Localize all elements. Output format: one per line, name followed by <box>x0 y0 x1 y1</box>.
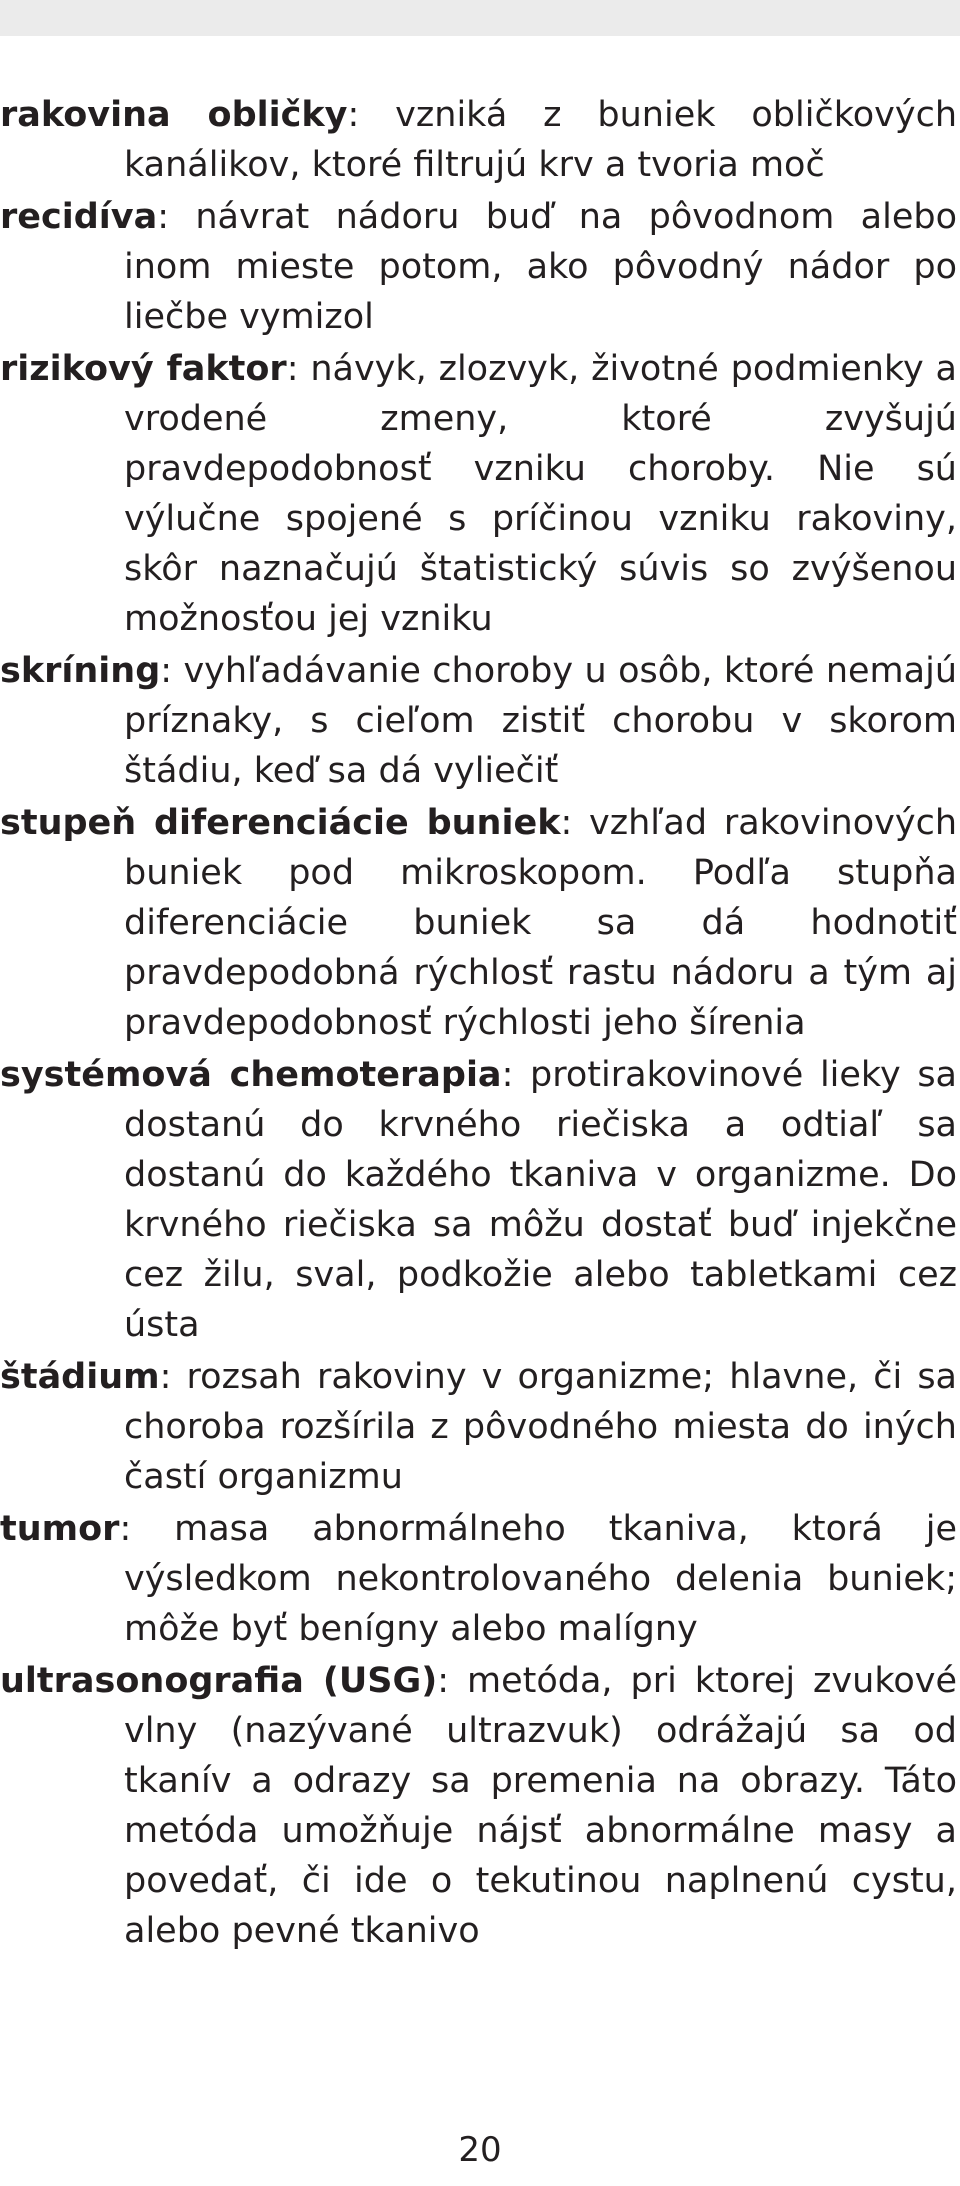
glossary-definition: návrat nádoru buď na pôvodnom alebo inom mieste potom, ako pôvodný nádor po liečbe vymizol <box>124 197 957 337</box>
glossary-term: rizikový faktor <box>0 349 287 389</box>
glossary-definition: protirakovinové lieky sa dostanú do krvného riečiska a odtiaľ sa dostanú do každého tkaniva v organizme. Do krvného riečiska sa môžu dostať buď injekčne cez žilu, sval, podkožie alebo tabletkami cez ústa <box>124 1055 958 1345</box>
glossary-definition: metóda, pri ktorej zvukové vlny (nazývané ultrazvuk) odrážajú sa od tkanív a odrazy sa premenia na obrazy. Táto metóda umožňuje nájsť abnormálne masy a povedať, či ide o tekutinou naplnenú cystu, alebo pevné tkanivo <box>124 1661 958 1951</box>
glossary-entry: stupeň diferenciácie buniek: vzhľad rakovinových buniek pod mikroskopom. Podľa stupňa diferenciácie buniek sa dá hodnotiť pravdepodobná rýchlosť rastu nádoru a tým aj pravdepodobnosť rýchlosti jeho šírenia <box>0 803 957 1043</box>
glossary-entry: štádium: rozsah rakoviny v organizme; hlavne, či sa choroba rozšírila z pôvodného miesta do iných častí organizmu <box>0 1357 957 1497</box>
glossary-definition: masa abnormálneho tkaniva, ktorá je výsledkom nekontrolovaného delenia buniek; môže byť benígny alebo malígny <box>124 1509 958 1649</box>
glossary-definition: vzhľad rakovinových buniek pod mikroskopom. Podľa stupňa diferenciácie buniek sa dá hodnotiť pravdepodobná rýchlosť rastu nádoru a tým aj pravdepodobnosť rýchlosti jeho šírenia <box>124 803 957 1043</box>
glossary-entry: ultrasonografia (USG): metóda, pri ktorej zvukové vlny (nazývané ultrazvuk) odrážajú sa od tkanív a odrazy sa premenia na obrazy. Táto metóda umožňuje nájsť abnormálne masy a povedať, či ide o tekutinou naplnenú cystu, alebo pevné tkanivo <box>0 1661 958 1951</box>
glossary-entry: rizikový faktor: návyk, zlozvyk, životné podmienky a vrodené zmeny, ktoré zvyšujú pravdepodobnosť vzniku choroby. Nie sú výlučne spojené s príčinou vzniku rakoviny, skôr naznačujú štatistický súvis so zvýšenou možnosťou jej vzniku <box>0 349 957 639</box>
glossary-definition: vzniká z buniek obličkových kanálikov, ktoré filtrujú krv a tvoria moč <box>124 95 957 185</box>
glossary-term: recidíva <box>0 197 158 237</box>
page-number: 20 <box>458 2130 502 2170</box>
glossary-term: skríning <box>0 651 161 691</box>
glossary-term: rakovina obličky <box>0 95 348 135</box>
glossary-list <box>0 90 957 1958</box>
glossary-entry: skríning: vyhľadávanie choroby u osôb, ktoré nemajú príznaky, s cieľom zistiť chorobu v skorom štádiu, keď sa dá vyliečiť <box>0 651 958 791</box>
glossary-term: štádium <box>0 1357 160 1397</box>
top-header-bar <box>0 0 960 36</box>
glossary-entry: systémová chemoterapia: protirakovinové lieky sa dostanú do krvného riečiska a odtiaľ sa dostanú do každého tkaniva v organizme. Do krvného riečiska sa môžu dostať buď injekčne cez žilu, sval, podkožie alebo tabletkami cez ústa <box>0 1055 958 1345</box>
glossary-term: systémová chemoterapia <box>0 1055 502 1095</box>
glossary-definition: návyk, zlozvyk, životné podmienky a vrodené zmeny, ktoré zvyšujú pravdepodobnosť vzniku choroby. Nie sú výlučne spojené s príčinou vzniku rakoviny, skôr naznačujú štatistický súvis so zvýšenou možnosťou jej vzniku <box>124 349 957 639</box>
glossary-entry: recidíva: návrat nádoru buď na pôvodnom alebo inom mieste potom, ako pôvodný nádor po liečbe vymizol <box>0 197 957 337</box>
glossary-entry: rakovina obličky: vzniká z buniek obličkových kanálikov, ktoré filtrujú krv a tvoria moč <box>0 95 957 185</box>
glossary-definition: vyhľadávanie choroby u osôb, ktoré nemajú príznaky, s cieľom zistiť chorobu v skorom štádiu, keď sa dá vyliečiť <box>124 651 958 791</box>
glossary-entry: tumor: masa abnormálneho tkaniva, ktorá je výsledkom nekontrolovaného delenia buniek; môže byť benígny alebo malígny <box>0 1509 958 1649</box>
glossary-term: ultrasonografia (USG) <box>0 1661 438 1701</box>
glossary-term: tumor <box>0 1509 120 1549</box>
glossary-definition: rozsah rakoviny v organizme; hlavne, či sa choroba rozšírila z pôvodného miesta do iných častí organizmu <box>124 1357 957 1497</box>
glossary-term: stupeň diferenciácie buniek <box>0 803 561 843</box>
